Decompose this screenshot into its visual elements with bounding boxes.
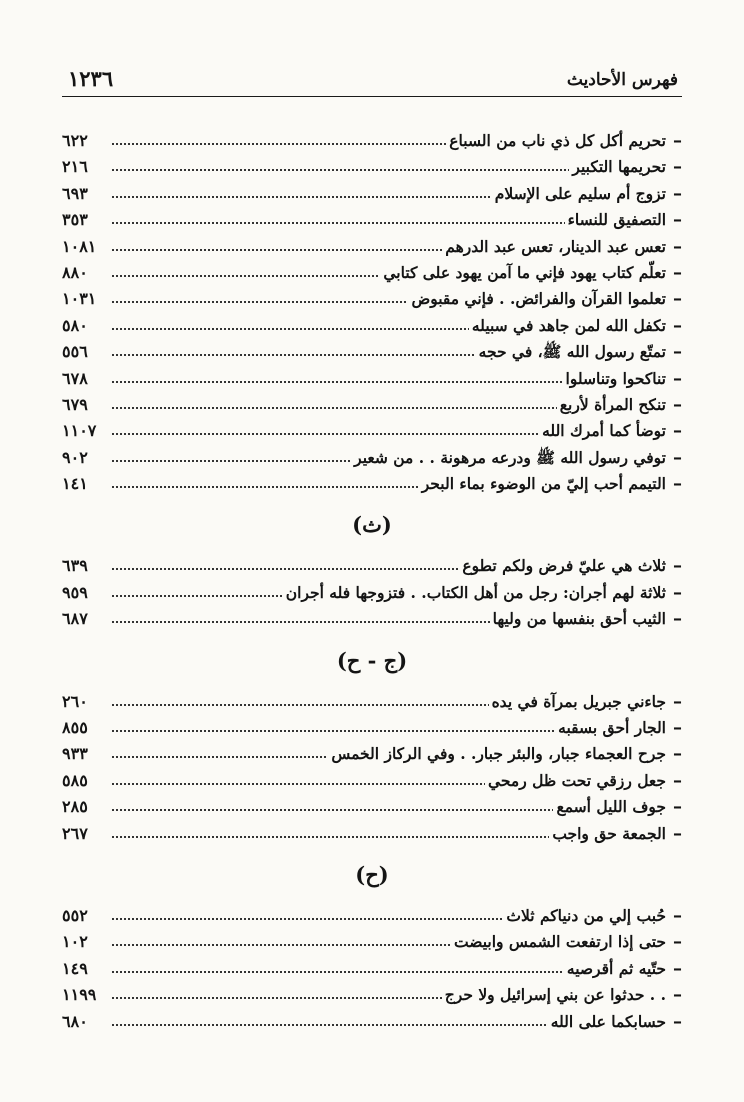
index-entry (62, 929, 682, 955)
entry-dash: – (673, 690, 682, 712)
hadith-number: ٣٥٣ (62, 207, 90, 233)
entry-dash: – (673, 182, 682, 204)
hadith-text: جوف الليل أسمع (553, 794, 666, 820)
entry-dash: – (673, 156, 682, 178)
index-section (62, 633, 682, 847)
entry-dash: – (673, 446, 682, 468)
hadith-number: ٩٥٩ (62, 580, 90, 606)
hadith-text: . . حدثوا عن بني إسرائيل ولا حرج (442, 982, 666, 1008)
index-entry (62, 234, 682, 260)
hadith-text: ثلاث هي عليّ فرض ولكم تطوع (459, 553, 666, 579)
hadith-number: ١١٩٩ (62, 982, 98, 1008)
index-entry (62, 181, 682, 207)
hadith-text: تحريم أكل كل ذي ناب من السباع (446, 128, 666, 154)
index-entry (62, 741, 682, 767)
hadith-text: تعس عبد الدينار، تعس عبد الدرهم (442, 234, 666, 260)
index-entry (62, 580, 682, 606)
hadith-text: تعلموا القرآن والفرائض. . فإني مقبوض (408, 286, 666, 312)
hadith-number: ٢٦٠ (62, 689, 90, 715)
index-entry (62, 956, 682, 982)
entry-dash: – (673, 420, 682, 442)
entry-dash: – (673, 769, 682, 791)
hadith-text: حتى إذا ارتفعت الشمس وابيضت (451, 929, 666, 955)
hadith-text: تكفل الله لمن جاهد في سبيله (469, 313, 666, 339)
entry-dash: – (673, 130, 682, 151)
index-entry (62, 794, 682, 820)
hadith-number: ٥٨٥ (62, 768, 90, 794)
index-entry (62, 128, 682, 154)
entry-dash: – (673, 957, 682, 979)
hadith-number: ٨٥٥ (62, 715, 90, 741)
hadith-number: ٦٧٨ (62, 366, 90, 392)
index-entry (62, 689, 682, 715)
hadith-text: حُبب إلي من دنياكم ثلاث (503, 903, 666, 929)
hadith-number: ٥٥٦ (62, 339, 90, 365)
hadith-text: تمتّع رسول الله ﷺ، في حجه (476, 339, 666, 365)
index-entry (62, 260, 682, 286)
entry-dash: – (673, 743, 682, 765)
entry-dash: – (673, 209, 682, 231)
hadith-number: ٢١٦ (62, 154, 90, 180)
hadith-text: الثيب أحق بنفسها من وليها (490, 606, 666, 632)
index-entry (62, 768, 682, 794)
hadith-number: ٩٠٢ (62, 445, 90, 471)
hadith-number: ٦٨٠ (62, 1009, 90, 1035)
hadith-number: ٢٨٥ (62, 794, 90, 820)
hadith-number: ٥٨٠ (62, 313, 90, 339)
page-title: فهرس الأحاديث (566, 70, 678, 90)
hadith-text: توفي رسول الله ﷺ ودرعه مرهونة . . من شعير (351, 445, 666, 471)
entry-dash: – (673, 473, 682, 495)
entry-dash: – (673, 393, 682, 415)
hadith-text: ثلاثة لهم أجران: رجل من أهل الكتاب. . فتزوجها فله أجران (283, 580, 666, 606)
entry-dash: – (673, 581, 682, 603)
hadith-text: التصفيق للنساء (565, 207, 666, 233)
hadith-number: ١١٠٧ (62, 418, 98, 444)
hadith-number: ١٠٢ (62, 929, 90, 955)
index-entry (62, 1009, 682, 1035)
page-number: ١٢٣٦ (68, 66, 114, 91)
hadith-number: ١٠٣١ (62, 286, 98, 312)
index-entry (62, 418, 682, 444)
entry-dash: – (673, 984, 682, 1006)
hadith-text: تزوج أم سليم على الإسلام (492, 181, 666, 207)
entry-dash: – (673, 341, 682, 363)
entry-dash: – (673, 235, 682, 257)
entry-dash: – (673, 796, 682, 818)
hadith-number: ١٤١ (62, 471, 90, 497)
index-entry (62, 445, 682, 471)
hadith-text: حتّيه ثم أقرصيه (564, 956, 666, 982)
index-entry (62, 366, 682, 392)
entry-dash: – (673, 608, 682, 630)
hadith-number: ١٠٨١ (62, 234, 98, 260)
hadith-number: ٦٣٩ (62, 553, 90, 579)
hadith-number: ٢٦٧ (62, 821, 90, 847)
hadith-number: ٥٥٢ (62, 903, 90, 929)
section-heading: (ج - ح) (336, 647, 408, 673)
index-entry (62, 286, 682, 312)
hadith-text: توضأ كما أمرك الله (539, 418, 666, 444)
entry-dash: – (673, 555, 682, 577)
index-entry (62, 606, 682, 632)
index-entry (62, 339, 682, 365)
hadith-text: التيمم أحب إليّ من الوضوء بماء البحر (419, 471, 666, 497)
hadith-number: ٦٧٩ (62, 392, 90, 418)
hadith-number: ٩٣٣ (62, 741, 90, 767)
hadith-text: تنكح المرأة لأربع (557, 392, 666, 418)
hadith-text: تحريمها التكبير (569, 154, 666, 180)
hadith-text: تعلّم كتاب يهود فإني ما آمن يهود على كتابي (380, 260, 666, 286)
hadith-text: تناكحوا وتناسلوا (563, 366, 666, 392)
hadith-text: جعل رزقي تحت ظل رمحي (485, 768, 666, 794)
hadith-text: الجار أحق بسقبه (555, 715, 666, 741)
entry-dash: – (673, 367, 682, 389)
index-entry (62, 553, 682, 579)
entry-dash: – (673, 261, 682, 283)
hadith-text: حسابكما على الله (548, 1009, 666, 1035)
hadith-number: ٦٨٧ (62, 606, 90, 632)
hadith-text: جاءني جبريل بمرآة في يده (489, 689, 666, 715)
index-entry (62, 471, 682, 497)
index-section (62, 497, 682, 632)
section-heading: (ث) (352, 512, 392, 538)
hadith-number: ٦٩٣ (62, 181, 90, 207)
index-section (62, 847, 682, 1035)
index-entry (62, 903, 682, 929)
hadith-number: ٦٢٢ (62, 128, 90, 154)
hadith-index-list (62, 128, 682, 1035)
hadith-number: ١٤٩ (62, 956, 90, 982)
hadith-number: ٨٨٠ (62, 260, 90, 286)
entry-dash: – (673, 1010, 682, 1032)
entry-dash: – (673, 931, 682, 953)
index-entry (62, 715, 682, 741)
index-entry (62, 154, 682, 180)
entry-dash: – (673, 288, 682, 310)
hadith-text: جرح العجماء جبار، والبئر جبار. . وفي الركاز الخمس (328, 741, 666, 767)
index-section (62, 128, 682, 497)
index-entry (62, 982, 682, 1008)
index-entry (62, 313, 682, 339)
index-entry (62, 821, 682, 847)
entry-dash: – (673, 904, 682, 926)
entry-dash: – (673, 822, 682, 844)
entry-dash: – (673, 717, 682, 739)
page-header (62, 66, 682, 97)
section-heading: (ح) (355, 861, 389, 887)
index-entry (62, 207, 682, 233)
index-entry (62, 392, 682, 418)
hadith-text: الجمعة حق واجب (549, 821, 666, 847)
entry-dash: – (673, 314, 682, 336)
